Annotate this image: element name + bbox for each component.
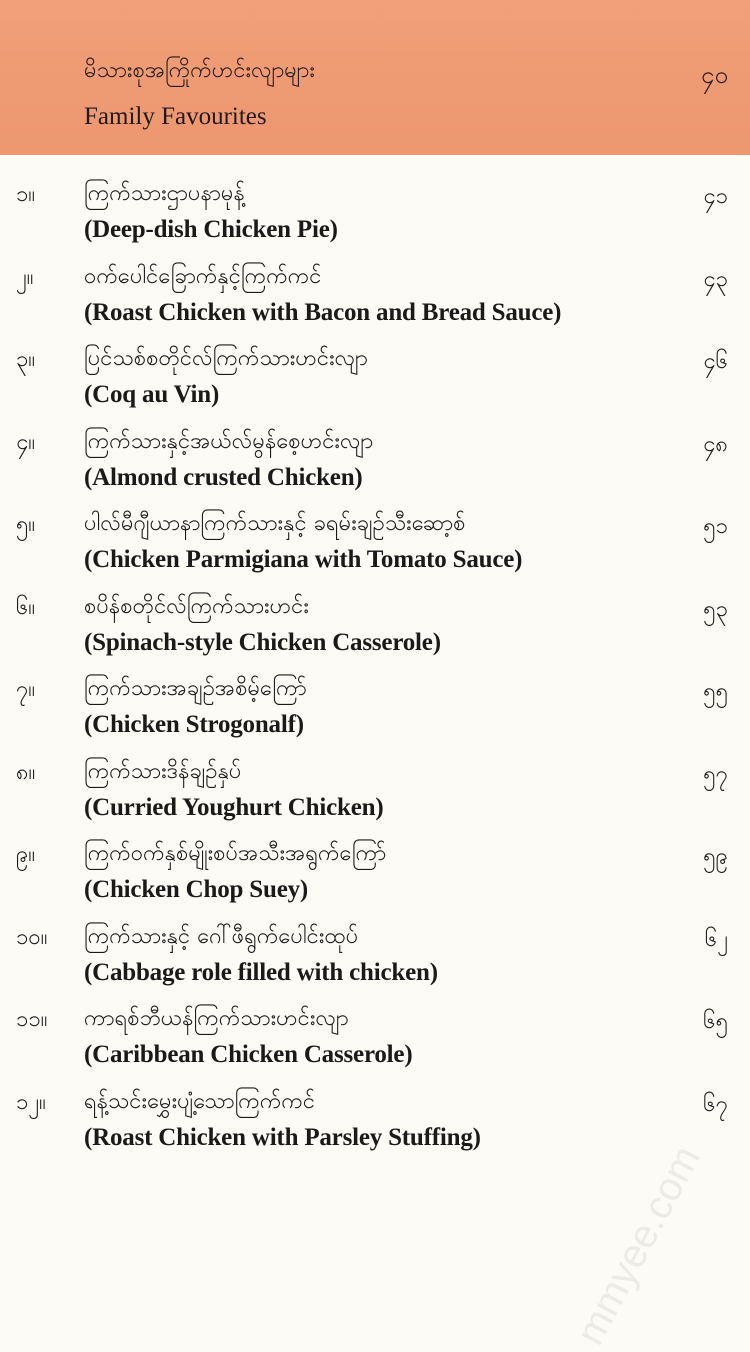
entry-title-myanmar: ကာရစ်ဘီယန်ကြက်သားဟင်းလျာ xyxy=(84,1006,349,1031)
entry-title-english: (Spinach-style Chicken Casserole) xyxy=(84,628,441,656)
entry-title-myanmar: ရန့်သင်းမွှေးပျံ့သောကြက်ကင် xyxy=(84,1088,316,1114)
entry-title-english: (Curried Youghurt Chicken) xyxy=(84,793,384,821)
entry-page-number: ၆၂ xyxy=(704,926,728,952)
toc-entry xyxy=(0,172,750,255)
entry-page-number: ၅၉ xyxy=(703,844,728,869)
entry-title-myanmar: ကြက်သားဒိန်ချဉ်နှပ် xyxy=(84,758,242,784)
entry-number: ၁၁။ xyxy=(16,1007,48,1032)
toc-entry xyxy=(0,832,750,915)
entry-title-myanmar: ကြက်သားအချဉ်အစိမ့်ကြော် xyxy=(84,676,307,701)
toc-entry xyxy=(0,337,750,420)
entry-title-english: (Almond crusted Chicken) xyxy=(84,463,363,491)
entry-page-number: ၅၅ xyxy=(703,679,728,704)
entry-title-myanmar: စပိန်စတိုင်လ်ကြက်သားဟင်း xyxy=(84,593,309,619)
toc-entry xyxy=(0,502,750,585)
toc-entry xyxy=(0,255,750,338)
entry-title-english: (Cabbage role filled with chicken) xyxy=(84,958,438,986)
entry-title-myanmar: ကြက်သားနှင့် ဂေါ်ဖီရွက်ပေါင်းထုပ် xyxy=(84,923,359,949)
toc-entry xyxy=(0,750,750,833)
entry-title-myanmar: ကြက်ဝက်နှစ်မျိုးစပ်အသီးအရွက်ကြော် xyxy=(84,841,387,866)
entry-page-number: ၄၈ xyxy=(703,431,728,457)
section-title-myanmar: မိသားစုအကြိုက်ဟင်းလျာများ xyxy=(84,58,315,83)
toc-entry xyxy=(0,585,750,668)
entry-title-english: (Roast Chicken with Bacon and Bread Sauce) xyxy=(84,298,562,326)
entry-page-number: ၅၇ xyxy=(703,761,728,787)
entry-title-english: (Roast Chicken with Parsley Stuffing) xyxy=(84,1123,481,1151)
entry-number: ၁၂။ xyxy=(16,1089,46,1115)
entry-title-english: (Chicken Parmigiana with Tomato Sauce) xyxy=(84,546,523,573)
section-page-number: ၄၀ xyxy=(701,61,728,89)
entry-number: ၅။ xyxy=(16,512,36,537)
entry-page-number: ၅၁ xyxy=(703,514,728,539)
entry-number: ၁။ xyxy=(16,182,36,207)
entry-number: ၇။ xyxy=(16,677,36,702)
section-header xyxy=(0,0,750,155)
entry-page-number: ၅၃ xyxy=(703,596,728,622)
entry-title-myanmar: ပါလ်မီဂျီယာနာကြက်သားနှင့် ခရမ်းချဉ်သီးဆော့စ် xyxy=(84,511,466,536)
entry-number: ၄။ xyxy=(16,429,36,455)
toc-entry xyxy=(0,420,750,503)
toc-entry xyxy=(0,915,750,998)
entry-title-myanmar: ပြင်သစ်စတိုင်လ်ကြက်သားဟင်းလျာ xyxy=(84,346,368,371)
entry-title-english: (Chicken Strogonalf) xyxy=(84,711,304,738)
entry-title-myanmar: ဝက်ပေါင်ခြောက်နှင့်ကြက်ကင် xyxy=(84,263,322,289)
entry-number: ၁၀။ xyxy=(16,924,48,950)
toc-entry xyxy=(0,667,750,750)
entry-title-english: (Chicken Chop Suey) xyxy=(84,876,309,903)
entry-title-myanmar: ကြက်သားဌာပနာမုန့် xyxy=(84,181,245,206)
entry-title-myanmar: ကြက်သားနှင့်အယ်လ်မွန်စေ့ဟင်းလျာ xyxy=(84,428,374,454)
entry-page-number: ၄၆ xyxy=(703,349,728,374)
toc-entry xyxy=(0,997,750,1080)
entry-number: ၉။ xyxy=(16,842,36,867)
table-of-contents xyxy=(0,172,750,1162)
entry-number: ၂။ xyxy=(16,264,34,290)
entry-title-english: (Deep-dish Chicken Pie) xyxy=(84,216,338,243)
entry-number: ၈။ xyxy=(16,759,36,785)
toc-entry xyxy=(0,1080,750,1163)
site-watermark: mmyee.com xyxy=(568,1138,710,1352)
entry-title-english: (Coq au Vin) xyxy=(84,381,220,408)
entry-page-number: ၆၇ xyxy=(703,1091,728,1117)
entry-page-number: ၄၃ xyxy=(703,266,728,292)
entry-number: ၆။ xyxy=(16,594,36,620)
entry-page-number: ၆၅ xyxy=(703,1009,728,1034)
entry-title-english: (Caribbean Chicken Casserole) xyxy=(84,1041,413,1068)
section-title-english: Family Favourites xyxy=(84,103,267,130)
entry-number: ၃။ xyxy=(16,347,36,372)
entry-page-number: ၄၁ xyxy=(703,184,728,209)
